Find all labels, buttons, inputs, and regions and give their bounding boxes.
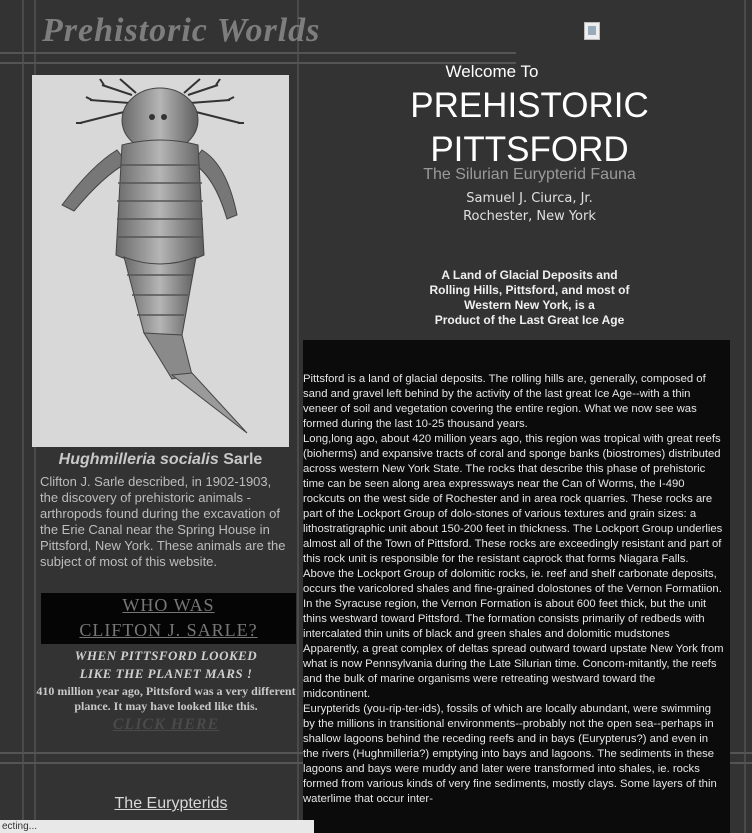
figure-caption xyxy=(32,451,289,469)
site-title: Prehistoric Worlds xyxy=(42,12,321,49)
title-line: PITTSFORD xyxy=(430,130,629,169)
eurypterids-link[interactable]: The Eurypterids xyxy=(114,795,228,812)
who-link-line: WHO WAS xyxy=(122,595,215,615)
article-body xyxy=(303,340,725,807)
summary-line: Western New York, is a xyxy=(464,298,595,312)
species-author: Sarle xyxy=(223,451,263,468)
browser-status-bar: ecting... xyxy=(0,820,314,833)
frame-line xyxy=(744,0,746,833)
broken-image-icon xyxy=(584,22,600,40)
click-here-link[interactable]: CLICK HERE xyxy=(112,716,220,733)
welcome-text: Welcome To xyxy=(445,62,539,81)
summary-line: Rolling Hills, Pittsford, and most of xyxy=(429,283,630,297)
subtitle: The Silurian Eurypterid Fauna xyxy=(423,166,636,183)
summary-line: A Land of Glacial Deposits and xyxy=(441,268,618,282)
author-location: Rochester, New York xyxy=(463,209,596,224)
author-name: Samuel J. Ciurca, Jr. xyxy=(466,191,593,206)
title-line: PREHISTORIC xyxy=(410,86,649,125)
who-was-sarle-link[interactable] xyxy=(41,593,296,644)
frame-line xyxy=(22,0,24,833)
mars-heading-line: LIKE THE PLANET MARS ! xyxy=(79,666,253,681)
summary-heading xyxy=(392,268,667,328)
mars-heading-line: WHEN PITTSFORD LOOKED xyxy=(74,648,258,663)
frame-line xyxy=(0,52,516,54)
author-credit xyxy=(392,190,667,226)
article-paragraph: Long,long ago, about 420 million years ago, this region was tropical with great reefs (bioherms) and expansive tracts of coral and sponge banks (biostromes) distributed across western New York State. The rocks that describe this phase of prehistoric time can be seen along area expressways near the Can of Worms, the I-490 rockcuts on the west side of Rochester and in area rock quarries. These rocks are part of the Lockport Group of dolo-stones of various textures and grain sizes: a lithostratigraphic unit about 150-200 feet in thickness. The Lockport Group underlies almost all of the Town of Pittsford. These rocks are exceedingly resistant and part of this rock unit is responsible for the resistant caprock that forms Niagara Falls. xyxy=(303,433,723,565)
species-name: Hughmilleria socialis xyxy=(58,451,219,468)
article-paragraph: Pittsford is a land of glacial deposits. The rolling hills are, generally, composed of sand and gravel left behind by the activity of the last great Ice Age--with a thin veneer of soil and vegetation covering the entire region. What we now see was formed during the last 10-25 thousand years. xyxy=(303,373,706,430)
page-title xyxy=(392,84,667,172)
eurypterid-drawing xyxy=(32,75,289,447)
mars-heading xyxy=(32,647,300,683)
article-paragraph: Eurypterids (you-rip-ter-ids), fossils of which are locally abundant, were swimming by the millions in transitional environments--probably not the open sea--perhaps in shallow lagoons behind the receding reefs and in bays (Eurypterus?) and even in the rivers (Hughmilleria?) emptying into bays and lagoons. The sediments in these lagoons and bays were muddy and later were transformed into shales, ie. rocks formed from various kinds of very fine sediments, mostly clays. Some layers of thin waterlime that occur inter- xyxy=(303,703,717,805)
article-paragraph: Apparently, a great complex of deltas spread outward toward upstate New York from what is now Pennsylvania during the Late Silurian time. Concom-mitantly, the reefs and the bulk of marine organisms were retreating westward toward the midcontinent. xyxy=(303,643,724,700)
mars-description: 410 million year ago, Pittsford was a very different plance. It may have looked like this. xyxy=(36,684,296,713)
eurypterid-illustration xyxy=(32,75,289,447)
article-panel xyxy=(303,340,730,833)
summary-line: Product of the Last Great Ice Age xyxy=(434,313,625,327)
who-link-line: CLIFTON J. SARLE? xyxy=(79,620,258,640)
article-paragraph: Above the Lockport Group of dolomitic rocks, ie. reef and shelf carbonate deposits, occurs the varicolored shales and fine-grained dolostones of the Vernon Formatiion. In the Syracuse region, the Vernon Formation is about 600 feet thick, but the unit thins westward toward Pittsford. The formation consists primarily of redbeds with intercalated thin units of black and green shales and dolomitic mudstones xyxy=(303,568,722,640)
caption-description: Clifton J. Sarle described, in 1902-1903, the discovery of prehistoric animals - arthropods found during the excavation of the Erie Canal near the Spring House in Pittsford, New York. These animals are the subject of most of this website. xyxy=(40,474,286,569)
